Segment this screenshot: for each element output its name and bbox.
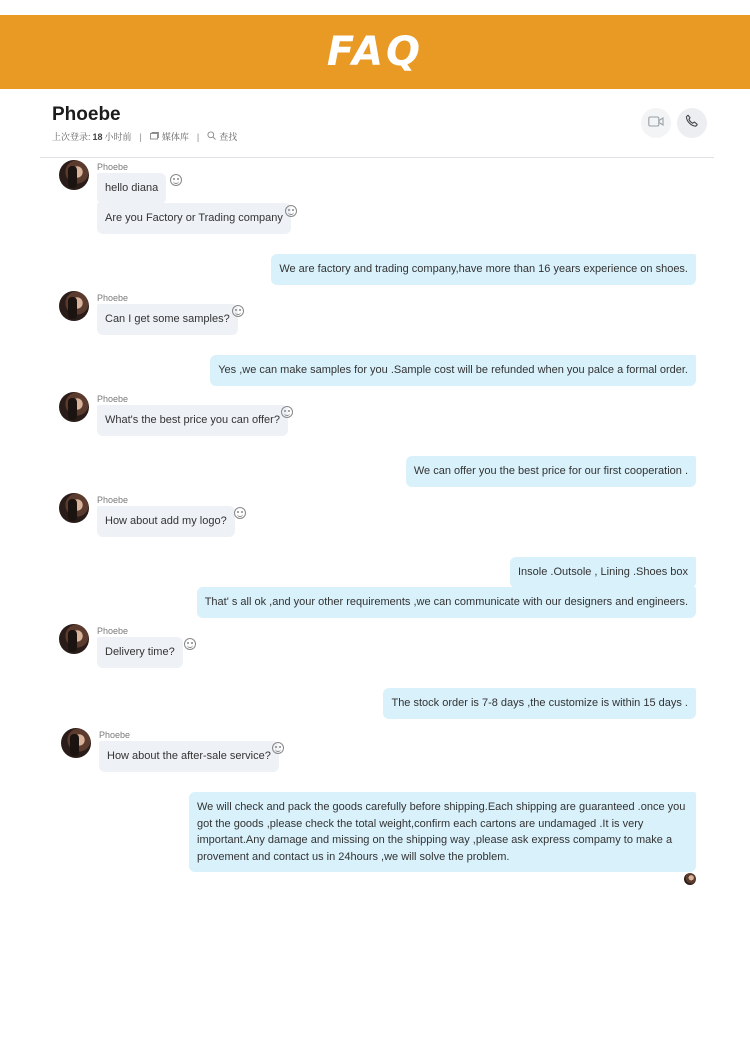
phone-icon	[685, 114, 699, 133]
media-library-link[interactable]: 媒体库	[161, 132, 189, 142]
sender-name: Phoebe	[99, 730, 131, 740]
incoming-message: hello diana	[97, 173, 166, 204]
smiley-icon[interactable]	[285, 205, 297, 217]
last-login-unit: 小时前	[104, 132, 132, 142]
outgoing-message: We can offer you the best price for our first cooperation .	[406, 456, 696, 487]
outgoing-message: The stock order is 7-8 days ,the customize is within 15 days .	[383, 688, 696, 719]
incoming-message: Delivery time?	[97, 637, 183, 668]
smiley-icon[interactable]	[232, 305, 244, 317]
sender-name: Phoebe	[97, 626, 129, 636]
separator: |	[139, 131, 142, 142]
read-receipt-avatar	[684, 873, 696, 885]
media-icon	[150, 132, 159, 142]
incoming-message: What's the best price you can offer?	[97, 405, 288, 436]
last-login-label: 上次登录:	[52, 132, 91, 142]
contact-subinfo	[52, 130, 237, 143]
smiley-icon[interactable]	[184, 638, 196, 650]
smiley-icon[interactable]	[281, 406, 293, 418]
incoming-message: Are you Factory or Trading company	[97, 203, 291, 234]
outgoing-message: Yes ,we can make samples for you .Sample cost will be refunded when you palce a formal order.	[210, 355, 696, 386]
incoming-message: How about add my logo?	[97, 506, 235, 537]
separator: |	[196, 131, 200, 142]
avatar[interactable]	[59, 493, 89, 523]
voice-call-button[interactable]	[677, 108, 707, 138]
outgoing-message: We are factory and trading company,have more than 16 years experience on shoes.	[271, 254, 696, 285]
avatar[interactable]	[59, 160, 89, 190]
avatar[interactable]	[59, 291, 89, 321]
avatar[interactable]	[59, 624, 89, 654]
avatar[interactable]	[59, 392, 89, 422]
video-camera-icon	[648, 114, 664, 132]
avatar[interactable]	[61, 728, 91, 758]
last-login-value: 18	[92, 131, 103, 142]
banner-title: FAQ	[326, 29, 424, 75]
outgoing-message: That' s all ok ,and your other requirements ,we can communicate with our designers and engineers.	[197, 587, 696, 618]
sender-name: Phoebe	[97, 162, 129, 172]
incoming-message: Can I get some samples?	[97, 304, 238, 335]
search-link[interactable]: 查找	[219, 132, 238, 142]
outgoing-message: Insole .Outsole , Lining .Shoes box	[510, 557, 696, 588]
sender-name: Phoebe	[97, 293, 129, 303]
sender-name: Phoebe	[97, 495, 129, 505]
incoming-message: How about the after-sale service?	[99, 741, 279, 772]
smiley-icon[interactable]	[272, 742, 284, 754]
sender-name: Phoebe	[97, 394, 129, 404]
smiley-icon[interactable]	[234, 507, 246, 519]
smiley-icon[interactable]	[170, 174, 182, 186]
outgoing-message: We will check and pack the goods carefully before shipping.Each shipping are guaranteed .once you got the goods ,please check the total weight,confirm each cartons are undamaged .It is very important.Any damage and missing on the shipping way ,please ask express compamy to make a provement and contact us in 24hours ,we will solve the problem.	[189, 792, 696, 872]
contact-name: Phoebe	[52, 104, 121, 125]
chat-header	[40, 96, 714, 158]
search-icon	[207, 131, 216, 142]
faq-banner	[0, 15, 750, 89]
video-call-button[interactable]	[641, 108, 671, 138]
